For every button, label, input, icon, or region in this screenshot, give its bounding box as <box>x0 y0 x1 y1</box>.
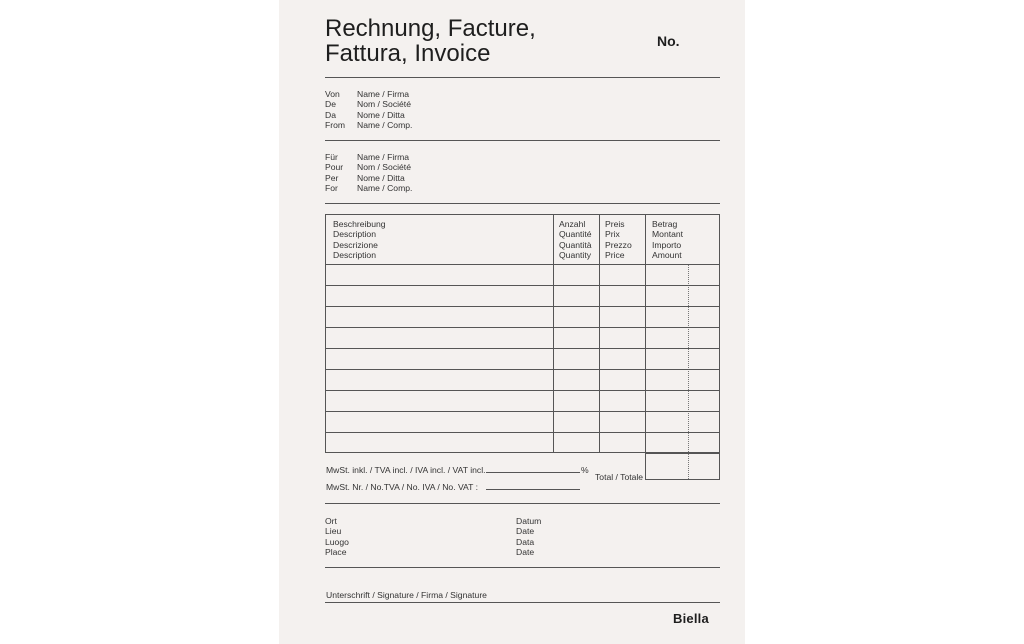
header-text: Quantità <box>559 239 592 250</box>
table-row-line <box>326 390 719 391</box>
column-divider <box>645 215 646 452</box>
table-row-line <box>326 327 719 328</box>
column-divider <box>553 215 554 452</box>
place-label: Luogo <box>325 536 349 547</box>
date-label: Date <box>516 526 535 537</box>
invoice-title <box>325 16 585 66</box>
date-label: Datum <box>516 516 542 526</box>
from-value: Name / Firma <box>357 89 410 99</box>
header-price <box>605 219 632 260</box>
divider <box>325 203 720 204</box>
from-label: Da <box>325 109 336 120</box>
table-row-line <box>326 306 719 307</box>
invoice-sheet <box>279 0 745 644</box>
signature-label: Unterschrift / Signature / Firma / Signature <box>326 590 487 600</box>
total-label: Total / Totale <box>595 472 644 482</box>
items-table <box>325 214 720 453</box>
divider <box>325 503 720 504</box>
table-row-line <box>326 432 719 433</box>
title-line-1: Rechnung, Facture, <box>325 15 536 42</box>
to-value: Name / Comp. <box>357 182 413 193</box>
to-label: Für <box>325 152 338 162</box>
to-label: Pour <box>325 162 344 173</box>
divider <box>325 77 720 78</box>
date-label: Date <box>516 546 535 557</box>
header-text: Prezzo <box>605 239 632 250</box>
place-label: Ort <box>325 516 337 526</box>
to-label: For <box>325 182 338 193</box>
header-text: Anzahl <box>559 219 586 229</box>
header-text: Quantité <box>559 229 592 240</box>
divider <box>325 140 720 141</box>
from-label: From <box>325 119 346 130</box>
cents-divider <box>688 264 689 452</box>
to-label: Per <box>325 172 339 183</box>
header-text: Amount <box>652 249 682 260</box>
header-quantity <box>559 219 592 260</box>
table-row-line <box>326 411 719 412</box>
from-value: Nome / Ditta <box>357 109 405 120</box>
place-label: Place <box>325 546 347 557</box>
place-label: Lieu <box>325 526 342 537</box>
header-text: Descrizione <box>333 239 378 250</box>
total-box <box>645 453 720 480</box>
date-label: Data <box>516 536 535 547</box>
to-value: Nome / Ditta <box>357 172 405 183</box>
place-labels <box>325 516 349 557</box>
header-text: Price <box>605 249 625 260</box>
table-row-line <box>326 264 719 265</box>
vat-number-line <box>486 489 580 490</box>
to-section <box>325 152 412 193</box>
percent-sign: % <box>581 465 589 475</box>
from-value: Name / Comp. <box>357 119 413 130</box>
vat-number-label: MwSt. Nr. / No.TVA / No. IVA / No. VAT : <box>326 482 479 492</box>
header-text: Preis <box>605 219 625 229</box>
from-value: Nom / Société <box>357 99 411 110</box>
header-amount <box>652 219 683 260</box>
header-text: Importo <box>652 239 682 250</box>
divider <box>325 567 720 568</box>
header-text: Description <box>333 229 376 240</box>
header-text: Betrag <box>652 219 678 229</box>
to-value: Nom / Société <box>357 162 411 173</box>
table-row-line <box>326 285 719 286</box>
header-description <box>333 219 386 260</box>
brand-logo: Biella <box>673 611 709 626</box>
vat-rate-line <box>486 472 580 473</box>
table-row-line <box>326 348 719 349</box>
cents-divider <box>688 454 689 479</box>
signature-line <box>325 602 720 603</box>
header-text: Description <box>333 249 376 260</box>
from-label: Von <box>325 89 340 99</box>
header-text: Quantity <box>559 249 592 260</box>
column-divider <box>599 215 600 452</box>
invoice-number-label: No. <box>657 33 680 49</box>
to-value: Name / Firma <box>357 152 410 162</box>
from-section <box>325 89 412 130</box>
vat-included-label: MwSt. inkl. / TVA incl. / IVA incl. / VAT incl. <box>326 465 486 475</box>
table-row-line <box>326 369 719 370</box>
header-text: Beschreibung <box>333 219 386 229</box>
date-labels <box>516 516 541 557</box>
header-text: Prix <box>605 229 620 240</box>
title-line-2: Fattura, Invoice <box>325 40 491 67</box>
header-text: Montant <box>652 229 684 240</box>
from-label: De <box>325 99 336 110</box>
